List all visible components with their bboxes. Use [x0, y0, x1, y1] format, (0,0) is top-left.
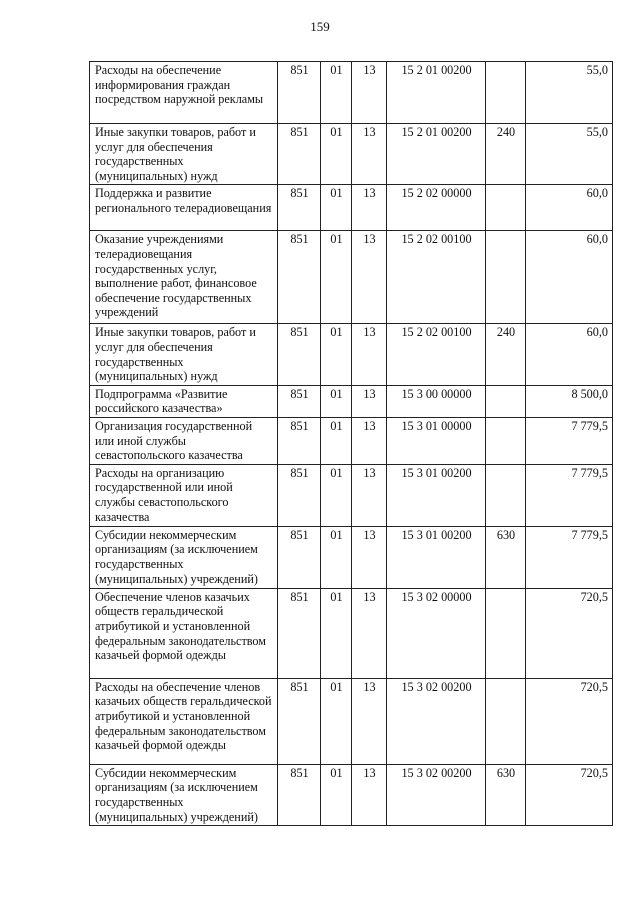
amount-cell: 7 779,5	[526, 464, 613, 526]
amount-cell: 60,0	[526, 231, 613, 324]
budget-table	[89, 61, 613, 826]
expense-type-cell: 630	[486, 764, 526, 825]
amount-cell: 7 779,5	[526, 417, 613, 464]
table-row	[90, 124, 613, 185]
subsection-code-cell: 13	[352, 417, 387, 464]
subsection-code-cell: 13	[352, 464, 387, 526]
section-code-cell: 01	[321, 185, 352, 231]
table-row	[90, 678, 613, 764]
expense-type-cell: 630	[486, 526, 526, 588]
subsection-code-cell: 13	[352, 185, 387, 231]
table-row	[90, 231, 613, 324]
target-article-cell: 15 3 02 00200	[387, 764, 486, 825]
amount-cell: 7 779,5	[526, 526, 613, 588]
amount-cell: 55,0	[526, 62, 613, 124]
table-body	[90, 62, 613, 826]
subsection-code-cell: 13	[352, 588, 387, 678]
section-code-cell: 01	[321, 62, 352, 124]
table-row	[90, 417, 613, 464]
table-row	[90, 185, 613, 231]
expense-name-cell: Обеспечение членов казачьих обществ геральдической атрибутикой и установленной федеральным законодательством казачьей формой одежды	[90, 588, 278, 678]
expense-type-cell	[486, 678, 526, 764]
target-article-cell: 15 3 02 00200	[387, 678, 486, 764]
table-row	[90, 588, 613, 678]
expense-name-cell: Расходы на обеспечение информирования граждан посредством наружной рекламы	[90, 62, 278, 124]
amount-cell: 8 500,0	[526, 385, 613, 417]
expense-type-cell: 240	[486, 324, 526, 385]
amount-cell: 60,0	[526, 185, 613, 231]
section-code-cell: 01	[321, 385, 352, 417]
grbs-code-cell: 851	[278, 526, 321, 588]
section-code-cell: 01	[321, 764, 352, 825]
target-article-cell: 15 3 02 00000	[387, 588, 486, 678]
expense-type-cell: 240	[486, 124, 526, 185]
subsection-code-cell: 13	[352, 324, 387, 385]
expense-type-cell	[486, 417, 526, 464]
expense-name-cell: Расходы на организацию государственной или иной службы севастопольского казачества	[90, 464, 278, 526]
target-article-cell: 15 3 01 00200	[387, 464, 486, 526]
section-code-cell: 01	[321, 464, 352, 526]
page-number: 159	[310, 19, 330, 34]
section-code-cell: 01	[321, 526, 352, 588]
expense-type-cell	[486, 62, 526, 124]
expense-name-cell: Субсидии некоммерческим организациям (за исключением государственных (муниципальных) учреждений)	[90, 526, 278, 588]
amount-cell: 720,5	[526, 678, 613, 764]
table-row	[90, 62, 613, 124]
section-code-cell: 01	[321, 324, 352, 385]
amount-cell: 720,5	[526, 588, 613, 678]
expense-name-cell: Организация государственной или иной службы севастопольского казачества	[90, 417, 278, 464]
target-article-cell: 15 2 02 00100	[387, 324, 486, 385]
expense-name-cell: Расходы на обеспечение членов казачьих обществ геральдической атрибутикой и установленной федеральным законодательством казачьей формой одежды	[90, 678, 278, 764]
table-row	[90, 324, 613, 385]
grbs-code-cell: 851	[278, 678, 321, 764]
grbs-code-cell: 851	[278, 385, 321, 417]
target-article-cell: 15 3 00 00000	[387, 385, 486, 417]
table-row	[90, 464, 613, 526]
target-article-cell: 15 2 02 00000	[387, 185, 486, 231]
subsection-code-cell: 13	[352, 231, 387, 324]
grbs-code-cell: 851	[278, 417, 321, 464]
subsection-code-cell: 13	[352, 62, 387, 124]
expense-name-cell: Иные закупки товаров, работ и услуг для обеспечения государственных (муниципальных) нужд	[90, 324, 278, 385]
amount-cell: 55,0	[526, 124, 613, 185]
grbs-code-cell: 851	[278, 185, 321, 231]
target-article-cell: 15 2 01 00200	[387, 124, 486, 185]
subsection-code-cell: 13	[352, 764, 387, 825]
expense-type-cell	[486, 588, 526, 678]
section-code-cell: 01	[321, 231, 352, 324]
expense-name-cell: Субсидии некоммерческим организациям (за исключением государственных (муниципальных) учреждений)	[90, 764, 278, 825]
expense-name-cell: Подпрограмма «Развитие российского казачества»	[90, 385, 278, 417]
grbs-code-cell: 851	[278, 764, 321, 825]
expense-type-cell	[486, 464, 526, 526]
grbs-code-cell: 851	[278, 324, 321, 385]
subsection-code-cell: 13	[352, 526, 387, 588]
grbs-code-cell: 851	[278, 231, 321, 324]
subsection-code-cell: 13	[352, 385, 387, 417]
grbs-code-cell: 851	[278, 588, 321, 678]
target-article-cell: 15 2 01 00200	[387, 62, 486, 124]
section-code-cell: 01	[321, 588, 352, 678]
section-code-cell: 01	[321, 678, 352, 764]
table-row	[90, 764, 613, 825]
target-article-cell: 15 3 01 00200	[387, 526, 486, 588]
expense-name-cell: Иные закупки товаров, работ и услуг для обеспечения государственных (муниципальных) нужд	[90, 124, 278, 185]
section-code-cell: 01	[321, 417, 352, 464]
grbs-code-cell: 851	[278, 464, 321, 526]
grbs-code-cell: 851	[278, 124, 321, 185]
expense-type-cell	[486, 231, 526, 324]
target-article-cell: 15 3 01 00000	[387, 417, 486, 464]
target-article-cell: 15 2 02 00100	[387, 231, 486, 324]
expense-type-cell	[486, 385, 526, 417]
amount-cell: 720,5	[526, 764, 613, 825]
table-row	[90, 385, 613, 417]
amount-cell: 60,0	[526, 324, 613, 385]
section-code-cell: 01	[321, 124, 352, 185]
subsection-code-cell: 13	[352, 124, 387, 185]
grbs-code-cell: 851	[278, 62, 321, 124]
expense-type-cell	[486, 185, 526, 231]
expense-name-cell: Поддержка и развитие регионального телерадиовещания	[90, 185, 278, 231]
table-row	[90, 526, 613, 588]
subsection-code-cell: 13	[352, 678, 387, 764]
expense-name-cell: Оказание учреждениями телерадиовещания государственных услуг, выполнение работ, финансовое обеспечение государственных учреждений	[90, 231, 278, 324]
